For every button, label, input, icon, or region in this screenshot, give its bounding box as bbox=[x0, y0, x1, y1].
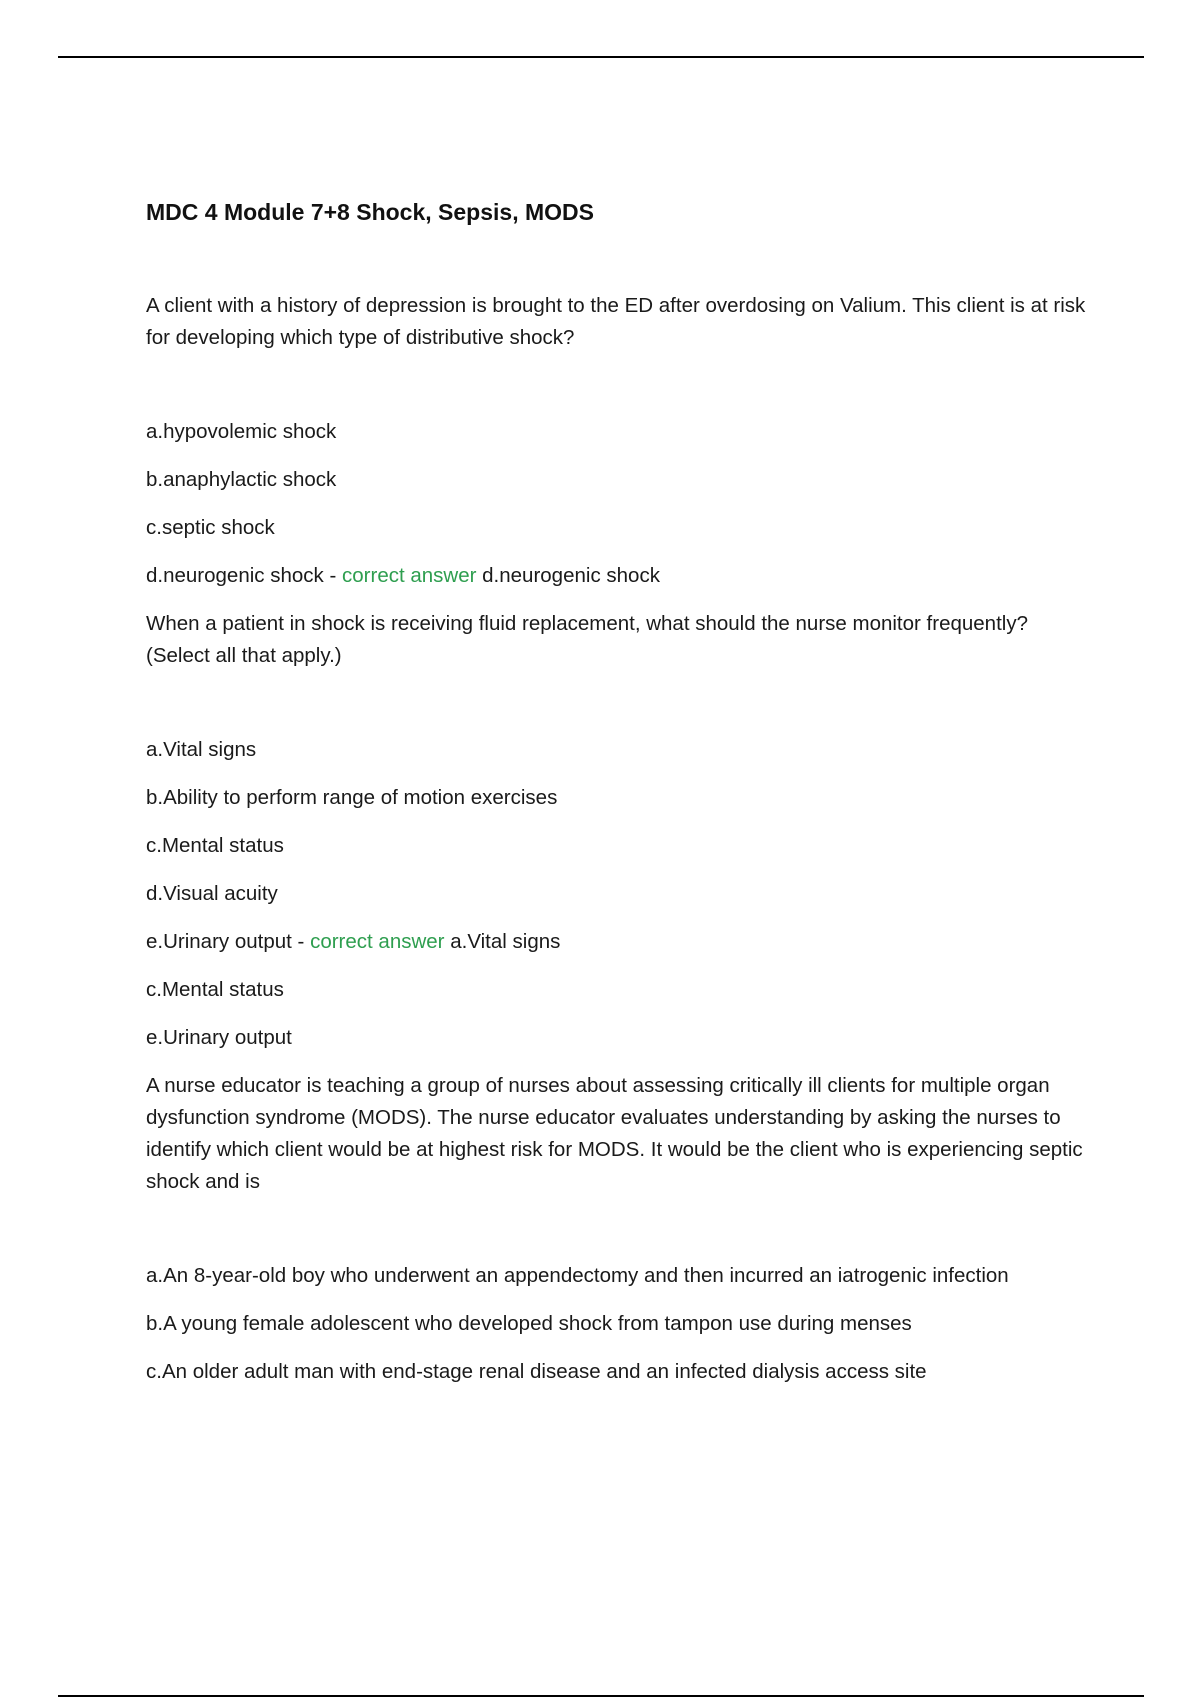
document-body bbox=[146, 196, 1086, 1404]
option: c.Mental status bbox=[146, 834, 284, 857]
option: c.An older adult man with end-stage renal disease and an infected dialysis access site bbox=[146, 1360, 927, 1383]
bottom-rule bbox=[58, 1695, 1144, 1697]
correct-answer-label: correct answer bbox=[310, 930, 445, 953]
question-text: A client with a history of depression is brought to the ED after overdosing on Valium. This client is at risk for developing which type of distributive shock? bbox=[146, 294, 1086, 349]
option: c.septic shock bbox=[146, 516, 275, 539]
option: a.hypovolemic shock bbox=[146, 420, 337, 443]
answer-line bbox=[146, 926, 1086, 958]
option: b.A young female adolescent who developed shock from tampon use during menses bbox=[146, 1312, 912, 1335]
question-text: When a patient in shock is receiving fluid replacement, what should the nurse monitor frequently? (Select all that apply.) bbox=[146, 612, 1028, 667]
additional-answer: e.Urinary output bbox=[146, 1026, 292, 1049]
option-with-answer: d.neurogenic shock - bbox=[146, 564, 337, 587]
question-2 bbox=[146, 608, 1086, 1054]
correct-answer-value: d.neurogenic shock bbox=[482, 564, 660, 587]
option: b.anaphylactic shock bbox=[146, 468, 337, 491]
question-text: A nurse educator is teaching a group of nurses about assessing critically ill clients for multiple organ dysfunction syndrome (MODS). The nurse educator evaluates understanding by asking the nurses to identify which client would be at highest risk for MODS. It would be the client who is experiencing septic shock and is bbox=[146, 1074, 1083, 1193]
option: d.Visual acuity bbox=[146, 882, 278, 905]
question-1 bbox=[146, 290, 1086, 592]
option: b.Ability to perform range of motion exercises bbox=[146, 786, 558, 809]
top-rule bbox=[58, 56, 1144, 58]
question-3 bbox=[146, 1070, 1086, 1388]
answer-line bbox=[146, 560, 1086, 592]
document-title: MDC 4 Module 7+8 Shock, Sepsis, MODS bbox=[146, 199, 594, 225]
option: a.An 8-year-old boy who underwent an appendectomy and then incurred an iatrogenic infection bbox=[146, 1264, 1009, 1287]
correct-answer-label: correct answer bbox=[342, 564, 477, 587]
option-with-answer: e.Urinary output - bbox=[146, 930, 305, 953]
additional-answer: c.Mental status bbox=[146, 978, 284, 1001]
correct-answer-value: a.Vital signs bbox=[450, 930, 561, 953]
option: a.Vital signs bbox=[146, 738, 257, 761]
